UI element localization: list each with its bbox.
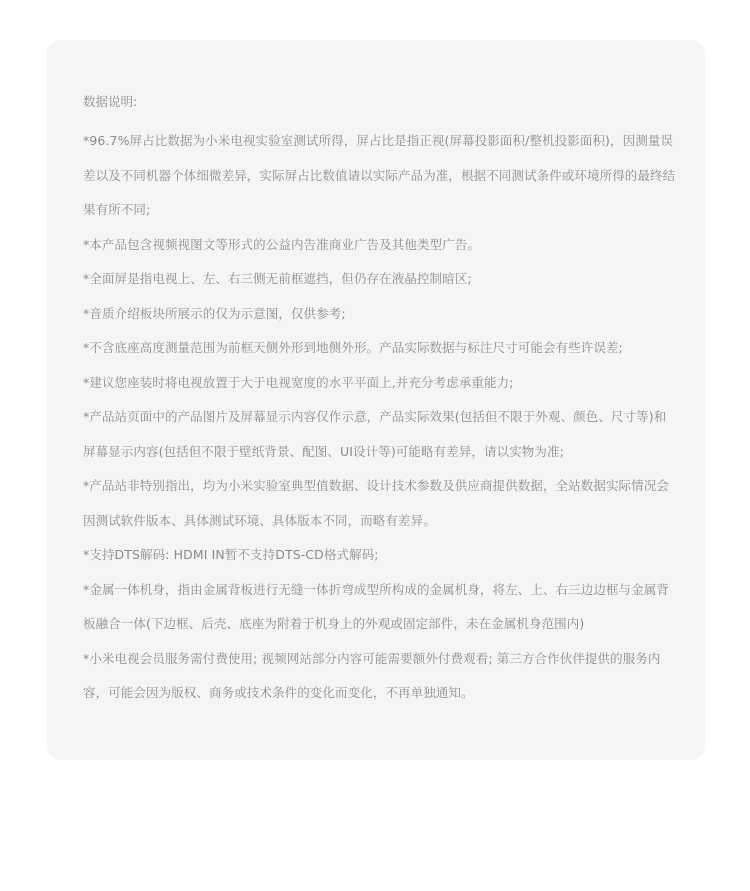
data-disclaimer-card: [47, 40, 705, 760]
note-metal-body: *金属一体机身，指由金属背板进行无缝一体折弯成型所构成的金属机身，将左、上、右三边边框与金属背板融合一体(下边框、后壳、底座为附着于机身上的外观或固定部件，未在金属机身范围内): [83, 581, 669, 631]
note-height-measurement: *不含底座高度测量范围为前框天侧外形到地侧外形。产品实际数据与标注尺寸可能会有些许误差;: [83, 340, 623, 355]
note-membership-service: *小米电视会员服务需付费使用; 视频网站部分内容可能需要额外付费观看; 第三方合作伙伴提供的服务内容，可能会因为版权、商务或技术条件的变化而变化，不再单独通知。: [83, 650, 661, 700]
note-audio-illustration: *音质介绍板块所展示的仅为示意图，仅供参考;: [83, 305, 346, 321]
note-dts-decoding: *支持DTS解码: HDMI IN暂不支持DTS-CD格式解码;: [83, 547, 379, 562]
note-product-images: *产品站页面中的产品图片及屏幕显示内容仅作示意，产品实际效果(包括但不限于外观、颜色、尺寸等)和屏幕显示内容(包括但不限于壁纸背景、配图、UI设计等)可能略有差异，请以实物为准;: [83, 409, 667, 459]
disclaimer-heading: 数据说明:: [83, 94, 138, 109]
note-lab-data: *产品站非特别指出，均为小米实验室典型值数据、设计技术参数及供应商提供数据，全站数据实际情况会因测试软件版本、具体测试环境、具体版本不同，而略有差异。: [83, 478, 669, 528]
note-screen-ratio: *96.7%屏占比数据为小米电视实验室测试所得，屏占比是指正视(屏幕投影面积/整机投影面积)，因测量误差以及不同机器个体细微差异，实际屏占比数值请以实际产品为准，根据不同测试条件或环境所得的最终结果有所不同;: [83, 133, 676, 217]
note-mounting-advice: *建议您座装时将电视放置于大于电视宽度的水平平面上,并充分考虑承重能力;: [83, 374, 514, 390]
note-full-screen: *全面屏是指电视上、左、右三侧无前框遮挡，但仍存在液晶控制暗区;: [83, 271, 472, 286]
disclaimer-notes-list: [83, 124, 677, 711]
note-advertising: *本产品包含视频视图文等形式的公益内告准商业广告及其他类型广告。: [83, 236, 480, 252]
